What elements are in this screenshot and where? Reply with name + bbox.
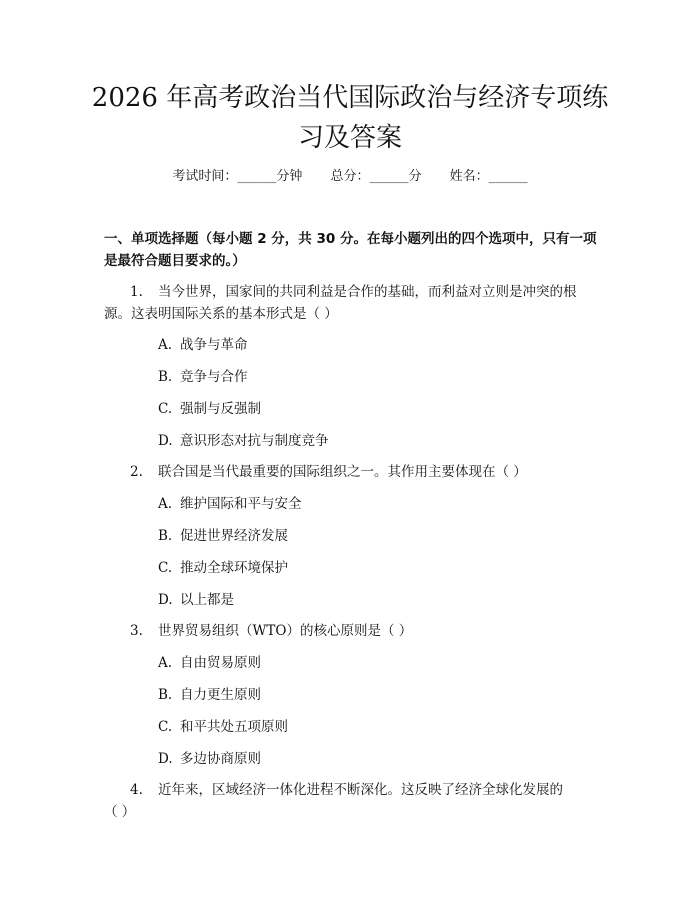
question-1-option-d (158, 430, 329, 452)
option-letter: B. (158, 369, 173, 385)
option-letter: C. (158, 560, 173, 576)
option-letter: A. (158, 655, 173, 671)
exam-time-field: 考试时间：______分钟 (172, 169, 303, 184)
question-1-option-a (158, 334, 248, 356)
option-text: 自力更生原则 (180, 687, 261, 703)
question-4-stem-cont: （ ） (104, 804, 136, 820)
question-3-option-c (158, 716, 288, 738)
question-2-option-a (158, 493, 302, 515)
option-letter: B. (158, 687, 173, 703)
question-3-option-a (158, 652, 261, 674)
question-text: 近年来，区域经济一体化进程不断深化。这反映了经济全球化发展的 (158, 782, 563, 798)
section-heading-line-1: 一、单项选择题（每小题 2 分，共 30 分。在每小题列出的四个选项中，只有一项 (104, 231, 597, 247)
option-text: 强制与反强制 (180, 401, 261, 417)
page-title-line-1: 2026 年高考政治当代国际政治与经济专项练 (91, 83, 609, 113)
option-text: 推动全球环境保护 (180, 560, 288, 576)
student-name-field: 姓名：______ (449, 169, 528, 184)
question-number: 3. (130, 623, 143, 639)
option-text: 自由贸易原则 (180, 655, 261, 671)
option-text: 以上都是 (180, 592, 234, 608)
question-3-option-b (158, 684, 261, 706)
question-1-option-c (158, 398, 261, 420)
page-title-line-2: 习及答案 (297, 123, 402, 153)
option-text: 意识形态对抗与制度竞争 (180, 433, 329, 449)
question-text: 当今世界，国家间的共同利益是合作的基础，而利益对立则是冲突的根 (158, 284, 577, 300)
question-text: 联合国是当代最重要的国际组织之一。其作用主要体现在（ ） (158, 464, 527, 480)
option-text: 和平共处五项原则 (180, 719, 288, 735)
option-letter: D. (158, 592, 173, 608)
option-text: 促进世界经济发展 (180, 528, 288, 544)
option-letter: C. (158, 401, 173, 417)
option-text: 多边协商原则 (180, 751, 261, 767)
question-2-option-c (158, 557, 288, 579)
option-text: 战争与革命 (180, 337, 248, 353)
option-letter: D. (158, 751, 173, 767)
question-text: 世界贸易组织（WTO）的核心原则是（ ） (158, 623, 413, 639)
option-letter: C. (158, 719, 173, 735)
question-number: 1. (130, 284, 143, 300)
question-3-stem (130, 620, 412, 642)
option-letter: A. (158, 337, 173, 353)
total-score-field: 总分：______分 (330, 169, 422, 184)
question-number: 2. (130, 464, 143, 480)
question-2-stem (130, 461, 527, 483)
question-4-stem (130, 779, 563, 801)
question-number: 4. (130, 782, 143, 798)
question-1-option-b (158, 366, 248, 388)
question-2-option-d (158, 589, 234, 611)
exam-info-row (0, 167, 700, 187)
option-text: 维护国际和平与安全 (180, 496, 302, 512)
question-3-option-d (158, 748, 261, 770)
option-letter: B. (158, 528, 173, 544)
question-1-stem (130, 281, 577, 303)
option-letter: A. (158, 496, 173, 512)
option-text: 竞争与合作 (180, 369, 248, 385)
question-2-option-b (158, 525, 288, 547)
option-letter: D. (158, 433, 173, 449)
question-1-stem-cont: 源。这表明国际关系的基本形式是（ ） (104, 306, 338, 322)
section-heading-line-2: 是最符合题目要求的。） (104, 253, 246, 269)
